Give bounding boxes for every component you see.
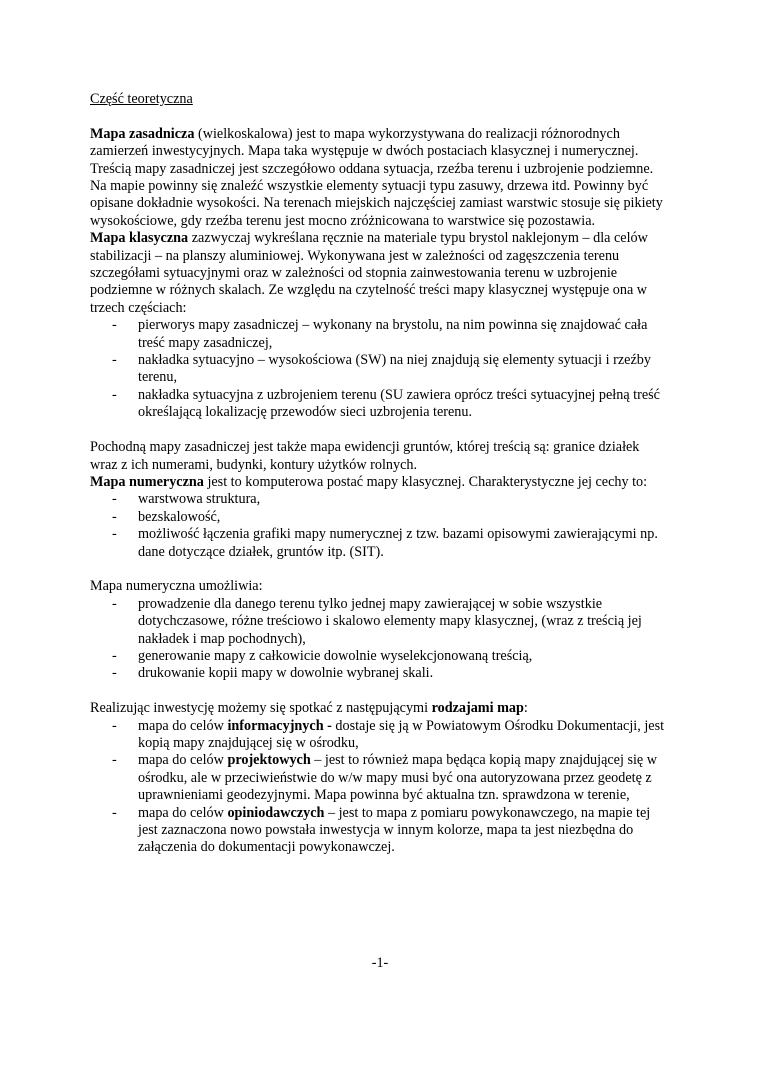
paragraph-text: :: [523, 700, 528, 717]
list-item: - prowadzenie dla danego terenu tylko jednej mapy zawierającej w sobie wszystkie dotychczasowe, różne treściowo i skalowo elementy mapy klasycznej, (wraz z treścią jej nakładek i map pochodnych),: [138, 596, 670, 648]
paragraph-ewidencja: Pochodną mapy zasadniczej jest także mapa ewidencji gruntów, której treścią są: granice działek wraz z ich numerami, budynki, kontury użytków rolnych.: [90, 439, 640, 473]
item-text: – jest to również mapa będąca kopią mapy znajdującej się w ośrodku, ale w przeciwieństwie do w/w mapy musi być ona autoryzowana przez geodetę z uprawnieniami geodezyjnymi. Mapa powinna być aktualna tzn. sprawdzona w terenie,: [138, 752, 658, 804]
item-text: – jest to mapa z pomiaru powykonawczego, na mapie tej jest zaznaczona nowo powstała inwestycja w innym kolorze, mapa ta jest niezbędna do załączenia do dokumentacji powykonawczej.: [138, 804, 651, 856]
paragraph-mapa-klasyczna: [90, 230, 670, 317]
item-text: dostaje się ją w Powiatowym Ośrodku Dokumentacji, jest kopią mapy znajdującej się w ośrodku,: [138, 717, 665, 751]
paragraph-text: jest to komputerowa postać mapy klasycznej. Charakterystyczne jej cechy to:: [203, 473, 648, 490]
item-term: opiniodawczych: [227, 804, 325, 821]
paragraph-text: zazwyczaj wykreślana ręcznie na materiale typu brystol naklejonym – dla celów stabilizacji – na planszy aluminiowej. Wykonywana jest w zależności od zagęszczenia terenu szczegółami sytuacyjnymi oraz w zależności od stopnia zainwestowania terenu w uzbrojenie podziemne w różnych skalach. Ze względu na czytelność treści mapy klasycznej występuje ona w trzech częściach:: [90, 230, 648, 316]
paragraph-mapa-numeryczna: [90, 474, 670, 491]
list-map-types: [90, 718, 670, 857]
spacer: [90, 561, 670, 578]
list-features: [90, 491, 670, 561]
list-item: - nakładka sytuacyjna z uzbrojeniem terenu (SU zawiera oprócz treści sytuacyjnej pełną treść określającą lokalizację przewodów sieci uzbrojenia terenu.: [138, 387, 670, 422]
item-term: projektowych: [227, 752, 311, 769]
list-item: - generowanie mapy z całkowicie dowolnie wyselekcjonowaną treścią,: [138, 648, 670, 665]
spacer: [90, 683, 670, 700]
spacer: [90, 108, 670, 125]
term-rodzaje-map: rodzajami map: [431, 700, 524, 717]
list-item: - pierworys mapy zasadniczej – wykonany na brystolu, na nim powinna się znajdować cała treść mapy zasadniczej,: [138, 317, 670, 352]
list-item: - drukowanie kopii mapy w dowolnie wybranej skali.: [138, 665, 670, 682]
term-mapa-numeryczna: Mapa numeryczna: [90, 473, 204, 490]
paragraph-text: (wielkoskalowa) jest to mapa wykorzystywana do realizacji różnorodnych zamierzeń inwestycyjnych. Mapa taka występuje w dwóch postaciach klasycznej i numerycznej. Treścią mapy zasadniczej jest szczegółowo oddana sytuacja, rzeźba terenu i uzbrojenie podziemne. Na mapie powinny się znaleźć wszystkie elementy sytuacji typu zasuwy, drzewa itd. Powinny być opisane dokładnie wysokości. Na terenach miejskich najczęściej zamiast warstwic stosuje się pikiety wysokościowe, gdy rzeźba terenu jest mocno zróżnicowana to warstwice się pozostawia.: [90, 125, 663, 229]
document-page: [90, 91, 670, 857]
list-item: - możliwość łączenia grafiki mapy numerycznej z tzw. bazami opisowymi zawierającymi np. dane dotyczące działek, gruntów itp. (SIT).: [138, 526, 670, 561]
section-title: Część teoretyczna: [90, 91, 193, 107]
paragraph-rodzaje-map: [90, 700, 670, 717]
list-map-parts: [90, 317, 670, 421]
list-item: - warstwowa struktura,: [138, 491, 670, 508]
spacer: [90, 422, 670, 439]
paragraph-mapa-zasadnicza: [90, 126, 670, 230]
item-term: informacyjnych -: [227, 717, 332, 734]
item-text: mapa do celów: [138, 752, 228, 769]
list-item: [138, 805, 670, 857]
list-item: - bezskalowość,: [138, 509, 670, 526]
list-item: - nakładka sytuacyjno – wysokościowa (SW) na niej znajdują się elementy sytuacji i rzeźby terenu,: [138, 352, 670, 387]
term-mapa-klasyczna: Mapa klasyczna: [90, 230, 189, 247]
list-capabilities: [90, 596, 670, 683]
term-mapa-zasadnicza: Mapa zasadnicza: [90, 125, 195, 142]
paragraph-text: Realizując inwestycję możemy się spotkać z następującymi: [90, 700, 432, 717]
list-item: [138, 718, 670, 753]
item-text: mapa do celów: [138, 717, 228, 734]
paragraph-umozliwia: Mapa numeryczna umożliwia:: [90, 578, 263, 595]
list-item: [138, 752, 670, 804]
page-number: -1-: [371, 955, 389, 971]
item-text: mapa do celów: [138, 804, 228, 821]
